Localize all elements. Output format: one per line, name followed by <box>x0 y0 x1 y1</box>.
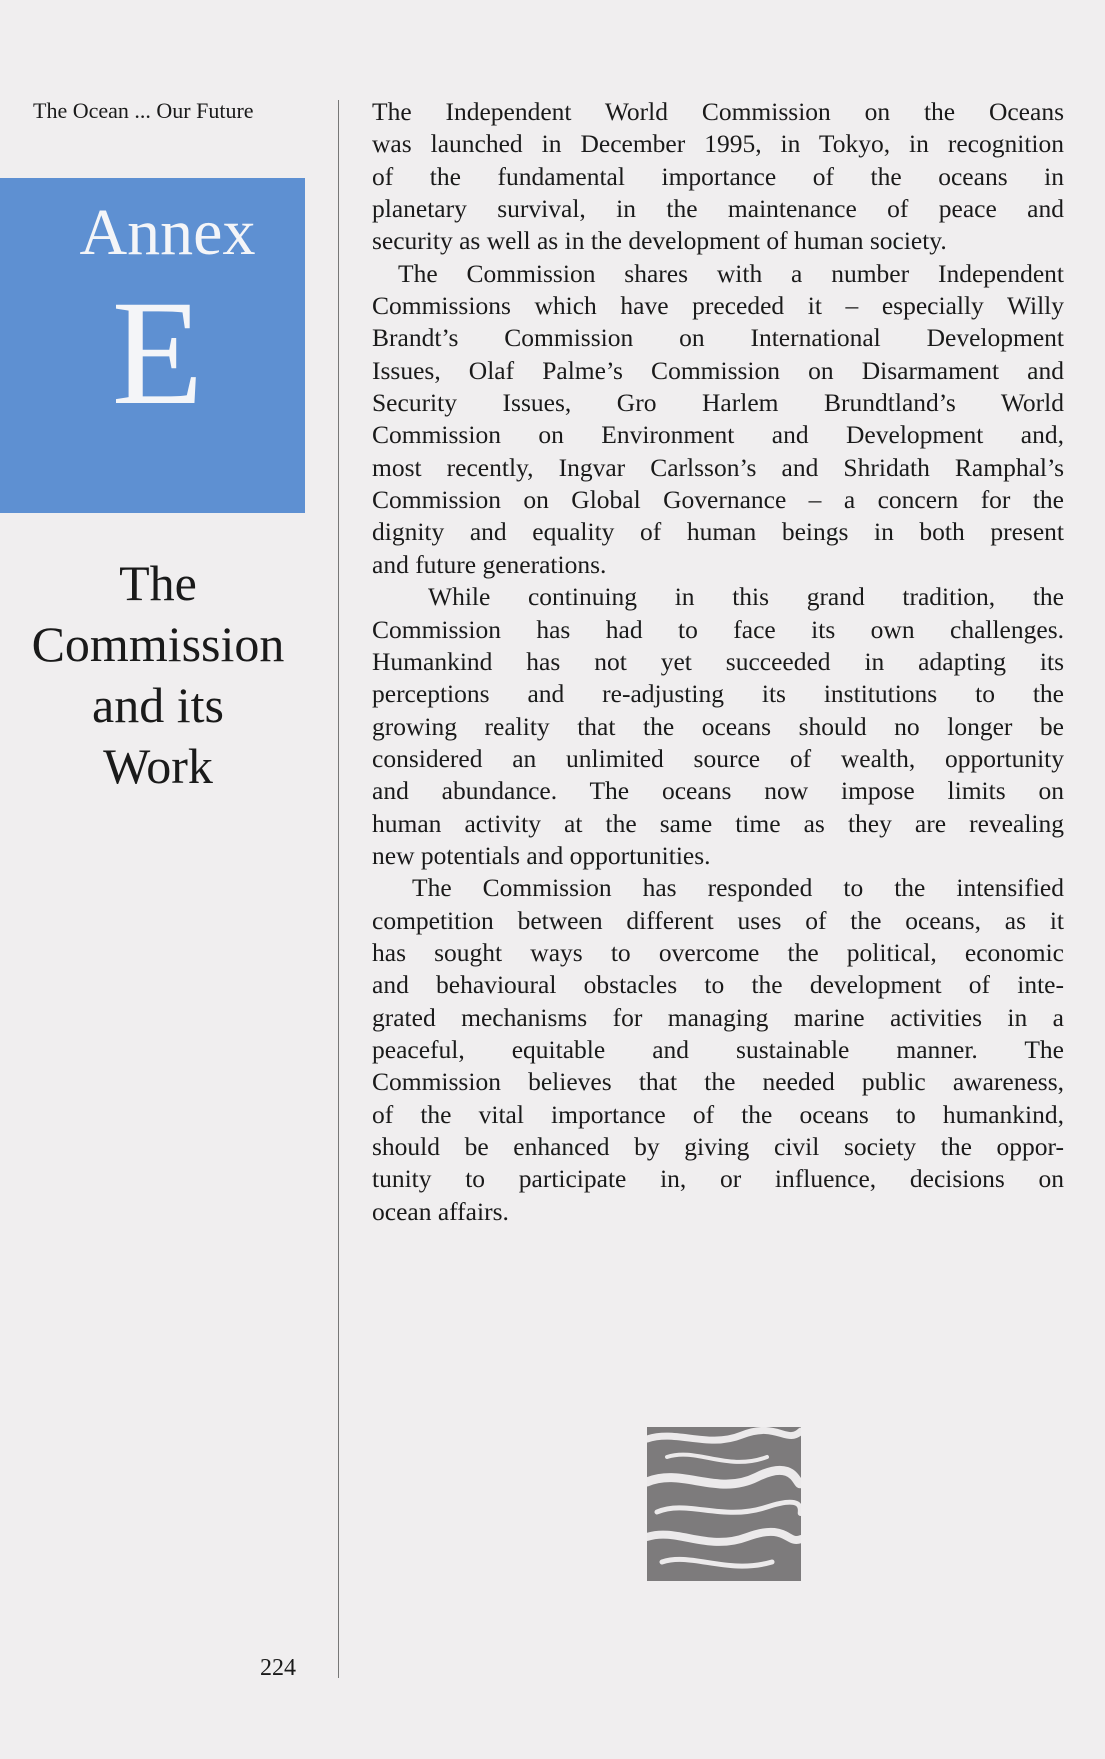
paragraph-line: should be enhanced by giving civil society the oppor- <box>372 1132 1064 1161</box>
paragraph-line: new potentials and opportunities. <box>372 840 711 870</box>
paragraph-line: The Commission has responded to the intensified <box>412 873 1064 903</box>
paragraph-line: competition between different uses of the oceans, as it <box>372 905 1064 935</box>
paragraph-line: Commission on Environment and Development and, <box>372 420 1064 450</box>
body-text <box>372 96 1064 1228</box>
paragraph-line: Commission has had to face its own challenges. <box>372 614 1064 644</box>
paragraph-line: human activity at the same time as they are revealing <box>372 808 1064 838</box>
paragraph-line: and future generations. <box>372 549 607 579</box>
paragraph-line: and abundance. The oceans now impose limits on <box>372 776 1064 806</box>
annex-word: Annex <box>79 196 256 269</box>
chapter-title-line: and its <box>92 677 224 733</box>
paragraph-line: security as well as in the development of human society. <box>372 226 947 256</box>
chapter-title <box>0 553 316 797</box>
paragraph-line: Commission believes that the needed public awareness, <box>372 1067 1064 1097</box>
paragraph-line: While continuing in this grand tradition, the <box>428 582 1064 612</box>
paragraph-line: of the vital importance of the oceans to humankind, <box>372 1099 1064 1129</box>
paragraph-line: The Independent World Commission on the Oceans <box>372 97 1064 126</box>
paragraph-line: growing reality that the oceans should no longer be <box>372 711 1064 741</box>
paragraph-line: dignity and equality of human beings in both present <box>372 517 1064 547</box>
chapter-title-line: The <box>119 555 197 611</box>
paragraph-line: of the fundamental importance of the oceans in <box>372 161 1064 191</box>
paragraph-line: grated mechanisms for managing marine activities in a <box>372 1002 1064 1032</box>
paragraph-line: ocean affairs. <box>372 1196 509 1226</box>
ocean-waves-image <box>647 1427 801 1581</box>
column-divider <box>338 100 339 1678</box>
chapter-title-line: Commission <box>31 616 285 672</box>
paragraph-line: peaceful, equitable and sustainable manner. The <box>372 1034 1064 1064</box>
annex-label-box <box>0 178 305 513</box>
paragraph-line: Security Issues, Gro Harlem Brundtland’s World <box>372 388 1064 418</box>
page-number: 224 <box>260 1655 296 1681</box>
paragraph-line: Commissions which have preceded it – especially Willy <box>372 291 1064 321</box>
paragraph-line: Issues, Olaf Palme’s Commission on Disarmament and <box>372 355 1064 385</box>
paragraph-line: was launched in December 1995, in Tokyo, in recognition <box>372 129 1064 159</box>
paragraph-line: considered an unlimited source of wealth, opportunity <box>372 743 1064 773</box>
paragraph-line: The Commission shares with a number Independent <box>398 258 1064 288</box>
paragraph-line: Commission on Global Governance – a concern for the <box>372 485 1064 515</box>
paragraph-line: has sought ways to overcome the political, economic <box>372 937 1064 967</box>
chapter-title-line: Work <box>103 738 213 794</box>
paragraph-line: tunity to participate in, or influence, decisions on <box>372 1164 1064 1194</box>
annex-letter: E <box>111 270 204 436</box>
paragraph-line: planetary survival, in the maintenance of peace and <box>372 194 1064 224</box>
running-head: The Ocean ... Our Future <box>33 98 254 123</box>
paragraph-line: Humankind has not yet succeeded in adapting its <box>372 646 1064 676</box>
paragraph-line: most recently, Ingvar Carlsson’s and Shridath Ramphal’s <box>372 452 1064 482</box>
paragraph-line: perceptions and re-adjusting its institutions to the <box>372 679 1064 709</box>
paragraph-line: Brandt’s Commission on International Development <box>372 323 1064 353</box>
paragraph-line: and behavioural obstacles to the development of inte- <box>372 970 1064 1000</box>
